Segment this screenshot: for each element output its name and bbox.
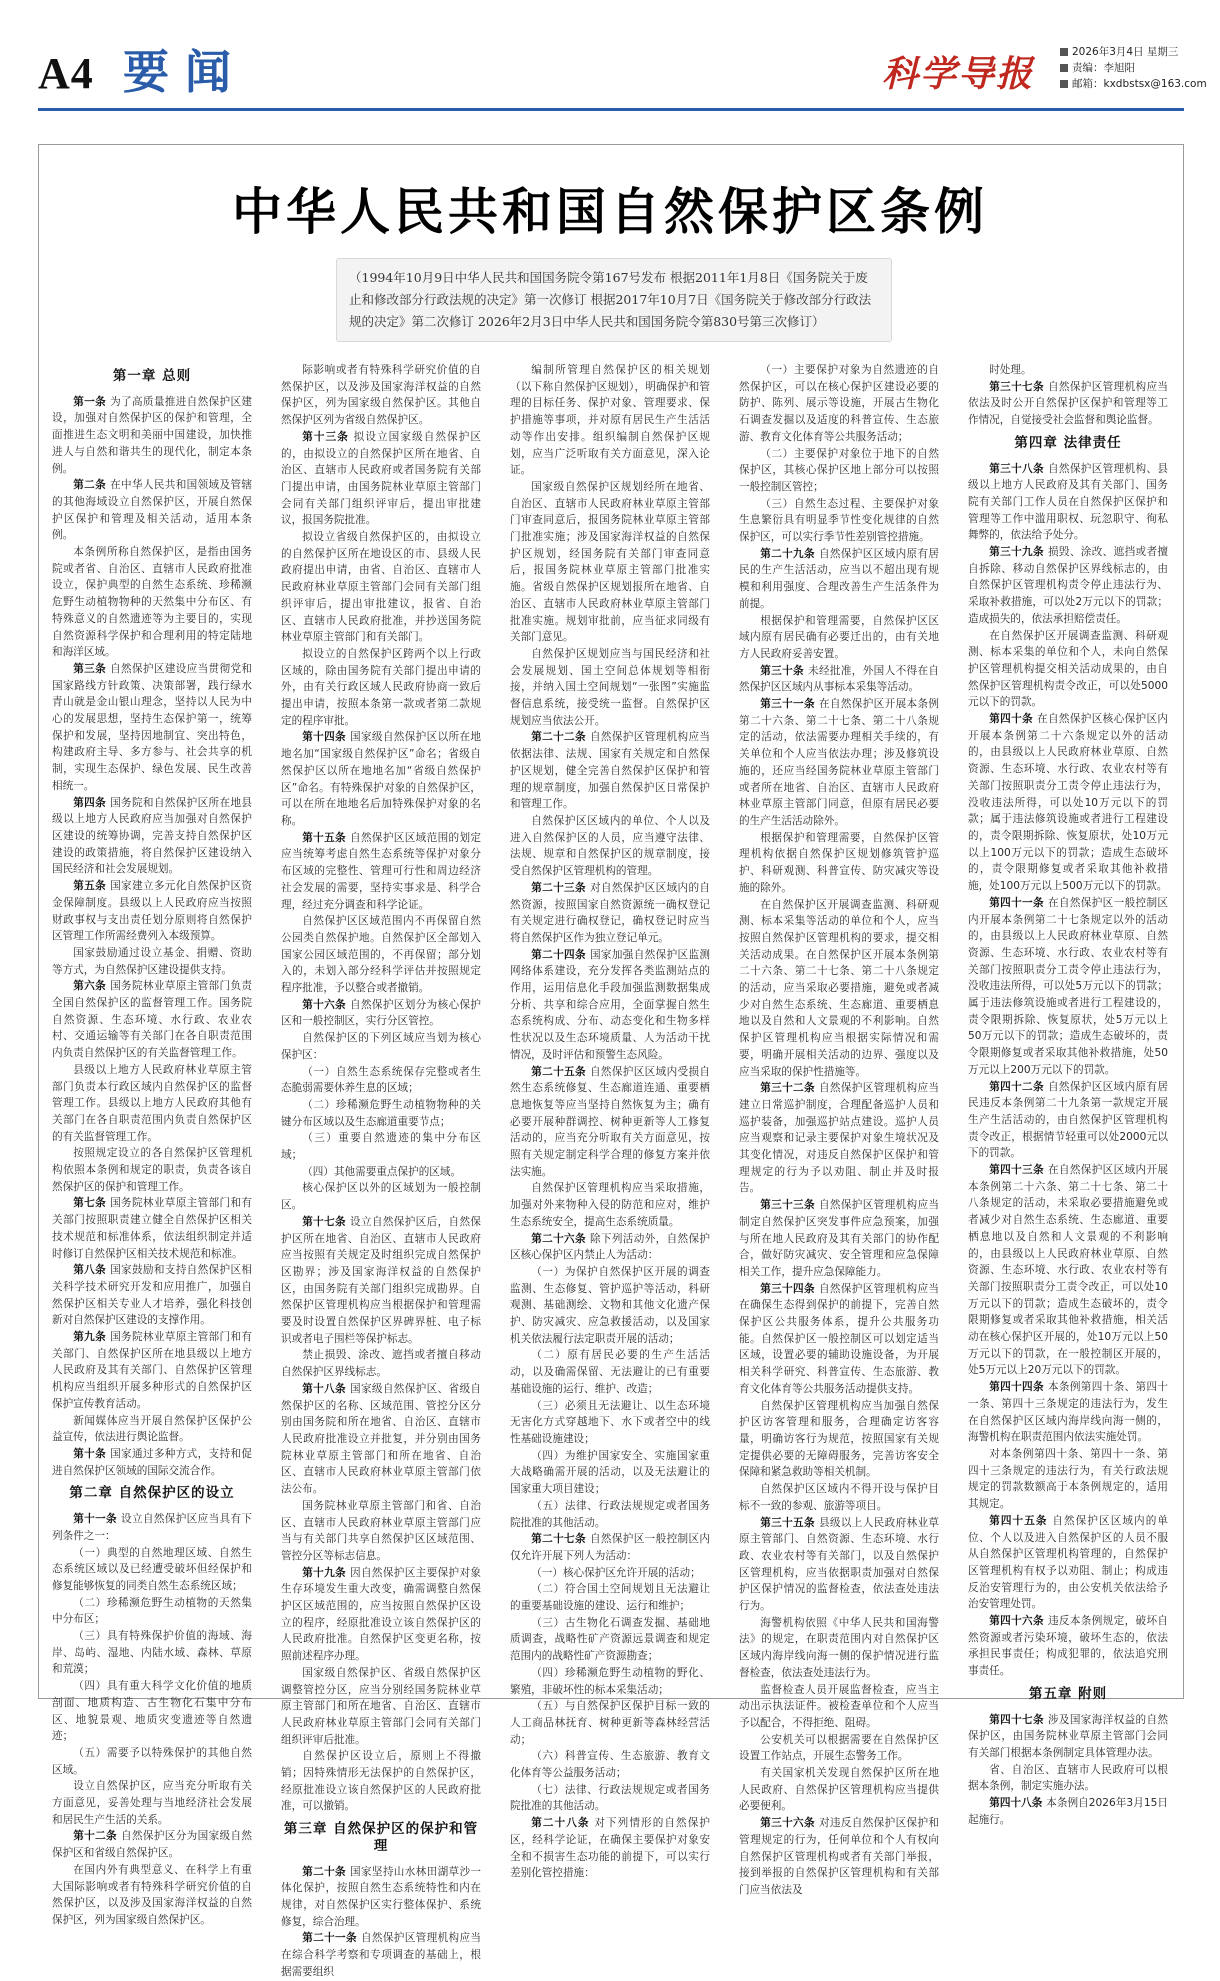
article-number: 第十四条 [302,731,351,744]
article-paragraph [52,878,252,945]
paragraph-text: 国家建立多元化自然保护区资金保障制度。县级以上人民政府应当按照财政事权与支出责任划分原则将自然保护区管理工作所需经费列入本级预算。 [52,880,252,943]
article-number: 第八条 [73,1264,111,1277]
paragraph-text: 为了高质量推进自然保护区建设，加强对自然保护区的保护和管理，全面推进生态文明和美丽中国建设，加快推进人与自然和谐共生的现代化，制定本条例。 [52,395,252,475]
paragraph-text: 自然保护区区域内受损自然生态系统修复、生态廊道连通、重要栖息地恢复等应当坚持自然恢复为主；确有必要开展种群调控、树种更新等人工修复活动的，应当充分听取有关方面意见，按照有关规定制定科学合理的修复方案并依法实施。 [510,1065,710,1178]
article-paragraph [968,1162,1168,1379]
article-paragraph [739,546,939,613]
paragraph-text: （一）为保护自然保护区开展的调查监测、生态修复、管护巡护等活动，科研观测、基础测绘、文物和其他文化遗产保护、防灾减灾、应急救援活动，以及国家机关依法履行法定职责开展的活动； [510,1265,710,1345]
article-paragraph [52,394,252,478]
article-number: 第十八条 [302,1382,351,1395]
article-number: 第三十七条 [989,380,1048,393]
article-number: 第二十八条 [531,1817,595,1830]
paragraph-text: 省、自治区、直辖市人民政府可以根据本条例，制定实施办法。 [968,1763,1168,1793]
paragraph-text: 本条例自2026年3月15日起施行。 [968,1797,1168,1826]
masthead [0,0,1220,120]
article-paragraph [52,1745,252,1778]
paragraph-text: （五）需要予以特殊保护的其他自然区域。 [52,1746,252,1776]
article-paragraph [52,1595,252,1628]
article-paragraph [739,1615,939,1682]
article-paragraph [281,1180,481,1213]
column-5 [968,362,1168,1826]
article-paragraph [281,1164,481,1181]
article-paragraph [52,1678,252,1745]
article-paragraph [510,729,710,813]
article-paragraph [739,362,939,446]
article-paragraph [968,1613,1168,1680]
paragraph-text: 新闻媒体应当开展自然保护区保护公益宣传，依法进行舆论监督。 [52,1414,252,1444]
article-paragraph [739,1398,939,1482]
article-number: 第二十五条 [531,1065,590,1078]
paragraph-text: 县级以上地方人民政府林业草原主管部门负责本行政区域内自然保护区的监督管理工作。县级以上地方人民政府其他有关部门在各自职责范围内负责自然保护区的有关监督管理工作。 [52,1063,252,1143]
article-number: 第二十九条 [760,547,819,560]
article-paragraph [510,1064,710,1181]
paragraph-text: （三）重要自然遗迹的集中分布区域； [281,1132,481,1162]
article-number: 第四十四条 [989,1381,1048,1394]
paragraph-text: 国家通过多种方式，支持和促进自然保护区领域的国际交流合作。 [52,1448,252,1477]
paragraph-text: 在自然保护区开展调查监测、科研观测、标本采集等活动的单位和个人，应当按照自然保护区管理机构的要求，提交相关活动成果。在自然保护区开展本条例第二十六条、第二十七条、第二十八条规定的活动，应当采取必要措施，避免或者减少对自然生态系统、生态廊道、重要栖息地以及自然和人文景观的不利影响。自然保护区管理机构应当根据实际情况和需要，明确开展相关活动的边界、强度以及应当采取的保护性措施等。 [739,898,939,1078]
paragraph-text: 设立自然保护区后，自然保护区所在地省、自治区、直辖市人民政府应当按照有关规定及时组织完成自然保护区勘界；涉及国家海洋权益的自然保护区，由国务院有关部门组织完成勘界。自然保护区管理机构应当根据保护和管理需要及时设置自然保护区界碑界桩、电子标识或者电子围栏等保护标志。 [281,1215,481,1345]
article-paragraph [510,1231,710,1264]
article-paragraph [52,1446,252,1479]
article-number: 第三十八条 [989,462,1048,475]
paragraph-text: 自然保护区管理机构应当采取措施，加强对外来物种入侵的防范和应对，维护生态系统安全，提高生态系统质量。 [510,1182,710,1228]
chapter-heading: 第三章 自然保护区的保护和管理 [283,1821,479,1854]
article-paragraph [281,1130,481,1163]
article-number: 第三十一条 [760,698,819,711]
article-number: 第十条 [73,1448,111,1460]
paragraph-text: （一）核心保护区允许开展的活动； [531,1566,701,1579]
article-paragraph [52,1262,252,1329]
article-paragraph [968,379,1168,429]
article-paragraph [52,1413,252,1446]
page-number: A4 [38,49,94,98]
article-paragraph [739,1765,939,1815]
article-paragraph [510,1565,710,1582]
paragraph-text: 自然保护区一般控制区内仅允许开展下列人为活动： [510,1533,710,1562]
article-paragraph [968,1446,1168,1513]
paragraph-text: 除下列活动外，自然保护区核心保护区内禁止人为活动： [510,1232,710,1262]
article-number: 第五条 [73,880,111,893]
article-paragraph [52,1828,252,1861]
paragraph-text: 海警机构依照《中华人民共和国海警法》的规定，在职责范围内对自然保护区区域内海岸线向海一侧的保护情况进行监督检查，依法查处违法行为。 [739,1616,939,1679]
paragraph-text: 对下列情形的自然保护区，经科学论证，在确保主要保护对象安全和不损害生态功能的前提下，可以实行差别化管控措施： [510,1817,710,1880]
paragraph-text: 国务院和自然保护区所在地县级以上地方人民政府应当加强对自然保护区建设的统筹协调，完善支持自然保护区建设的政策措施，将自然保护区建设纳入国民经济和社会发展规划。 [52,796,252,876]
paragraph-text: 在自然保护区开展调查监测、科研观测、标本采集的单位和个人，未向自然保护区管理机构提交相关活动成果的，由自然保护区管理机构责令改正，可以处5000元以下的罚款。 [968,629,1168,709]
paragraph-text: 自然保护区管理机构应当依法及时公开自然保护区保护和管理等工作情况，自觉接受社会监督和舆论监督。 [968,380,1168,427]
article-number: 第十五条 [302,831,351,844]
article-body [52,362,1170,1978]
paragraph-text: 县级以上人民政府林业草原主管部门、自然资源、生态环境、水行政、农业农村等有关部门，以及自然保护区管理机构，应当依据职责加强对自然保护区保护情况的监督检查，依法查处违法行为。 [739,1516,939,1613]
paragraph-text: 国家坚持山水林田湖草沙一体化保护，按照自然生态系统特性和内在规律，对自然保护区实行整体保护、系统修复，综合治理。 [281,1865,481,1928]
paragraph-text: 禁止损毁、涂改、遮挡或者擅自移动自然保护区界线标志。 [281,1349,481,1379]
article-paragraph [739,1732,939,1765]
paragraph-text: 拟设立国家级自然保护区的，由拟设立的自然保护区所在地省、自治区、直辖市人民政府或者国务院有关部门提出申请，由国务院林业草原主管部门会同有关部门组织评审后，提出审批建议，报国务院批准。 [281,430,481,527]
article-number: 第四十七条 [989,1713,1048,1726]
paragraph-text: 对违反自然保护区保护和管理规定的行为，任何单位和个人有权向自然保护区管理机构或者有关部门举报，接到举报的自然保护区管理机构和有关部门应当依法及 [739,1817,939,1896]
article-number: 第三十九条 [989,546,1048,559]
article-number: 第四十一条 [989,896,1048,909]
paragraph-text: 自然保护区规划应当与国民经济和社会发展规划、国土空间总体规划等相衔接，并纳入国土空间规划“一张图”实施监督信息系统，接受统一监督。自然保护区规划应当依法公开。 [510,647,710,727]
article-paragraph [968,895,1168,1079]
article-paragraph [968,544,1168,628]
email: 邮箱：kxdbstsx@163.com [1060,76,1207,92]
article-paragraph [739,496,939,546]
column-2 [281,362,481,1978]
paragraph-text: 涉及国家海洋权益的自然保护区，由国务院林业草原主管部门会同有关部门根据本条例制定具体管理办法。 [968,1713,1168,1759]
article-number: 第二十七条 [531,1533,590,1546]
section-char-1: 要 [123,45,169,99]
paragraph-text: 拟设立省级自然保护区的，由拟设立的自然保护区所在地设区的市、县级人民政府提出申请，由省、自治区、直辖市人民政府林业草原主管部门会同有关部门组织评审后，提出审批建议，报省、自治区、直辖市人民政府批准，并抄送国务院林业草原主管部门和有关部门。 [281,531,481,644]
section-name [118,44,238,100]
article-paragraph [510,1347,710,1397]
paragraph-text: 国家鼓励和支持自然保护区相关科学技术研究开发和应用推广，加强自然保护区相关专业人才培养，强化科技创新对自然保护区建设的支撑作用。 [52,1264,252,1327]
article-paragraph [968,461,1168,545]
article-paragraph [281,1665,481,1749]
article-paragraph [739,1515,939,1615]
article-paragraph [510,1581,710,1614]
paragraph-text: （三）古生物化石调查发掘、基础地质调查，战略性矿产资源远景调查和规定范围内的战略性矿产资源勘查； [510,1616,710,1663]
paragraph-text: 时处理。 [989,364,1032,376]
paragraph-text: 国家级自然保护区、省级自然保护区调整管控分区，应当分别经国务院林业草原主管部门和所在地省、自治区、直辖市人民政府林业草原主管部门会同有关部门组织评审后批准。 [281,1666,481,1746]
article-paragraph [510,362,710,479]
article-number: 第三十三条 [760,1199,819,1212]
paragraph-text: 国务院林业草原主管部门和有关部门按照职责建立健全自然保护区相关技术规范和标准体系，依法组织制定并适时修订自然保护区相关技术规范和标准。 [52,1197,252,1260]
paragraph-text: 根据保护和管理需要，自然保护区管理机构依据自然保护区规划修筑管护巡护、科研观测、科普宣传、防灾减灾等设施的除外。 [739,831,939,894]
article-paragraph [510,1180,710,1230]
article-number: 第一条 [73,395,111,408]
paragraph-text: （二）主要保护对象位于地下的自然保护区，其核心保护区地上部分可以按照一般控制区管控； [739,447,939,493]
paragraph-text: （二）珍稀濒危野生动植物的天然集中分布区； [52,1596,252,1626]
paragraph-text: 自然保护区管理机构应当在综合科学考察和专项调查的基础上，根据需要组织 [281,1932,481,1978]
paragraph-text: 自然保护区管理机构、县级以上地方人民政府及其有关部门、国务院有关部门工作人员在自然保护区保护和管理等工作中滥用职权、玩忽职守、徇私舞弊的，依法给予处分。 [968,462,1168,542]
article-paragraph [52,978,252,1062]
article-paragraph [281,429,481,529]
article-number: 第四十条 [989,713,1038,726]
article-paragraph [510,1782,710,1815]
paragraph-text: （四）珍稀濒危野生动植物的野化、繁殖，非破坏性的标本采集活动； [510,1666,710,1696]
article-paragraph [739,663,939,696]
article-paragraph [968,362,1168,379]
paragraph-text: 设立自然保护区，应当充分听取有关方面意见，妥善处理与当地经济社会发展和居民生产生活的关系。 [52,1780,252,1826]
article-paragraph [281,1030,481,1063]
chapter-heading: 第二章 自然保护区的设立 [69,1485,235,1502]
article-paragraph [281,529,481,646]
paragraph-text: 国务院林业草原主管部门负责全国自然保护区的监督管理工作。国务院自然资源、生态环境、水行政、农业农村、交通运输等有关部门在各自职责范围内负责自然保护区的有关监督管理工作。 [52,980,252,1060]
paragraph-text: 自然保护区建设应当贯彻党和国家路线方针政策、决策部署，践行绿水青山就是金山银山理念，坚持以人民为中心的发展思想，坚持生态保护第一，统筹保护和发展，坚持因地制宜、突出特色，构建政府主导、多方参与、社会共享的机制，实现生态保护、绿色发展、民生改善相统一。 [52,662,252,792]
article-number: 第三十条 [760,664,809,677]
article-number: 第四十三条 [989,1164,1048,1177]
article-paragraph [281,997,481,1030]
newspaper-logo: 科学导报 [882,53,1035,95]
article-number: 第二十一条 [302,1932,361,1945]
article-paragraph [739,1281,939,1398]
paragraph-text: 自然保护区管理机构应当依据法律、法规、国家有关规定和自然保护区规划，健全完善自然保护区保护和管理的规章制度，加强自然保护区日常保护和管理工作。 [510,731,710,811]
article-number: 第三十四条 [760,1282,819,1295]
article-paragraph [968,1513,1168,1613]
paragraph-text: 监督检查人员开展监督检查，应当主动出示执法证件。被检查单位和个人应当予以配合，不得拒绝、阻碍。 [739,1683,939,1729]
article-paragraph [52,1545,252,1595]
paragraph-text: 对本条例第四十条、第四十一条、第四十三条规定的违法行为，有关行政法规规定的罚款数额高于本条例规定的，适用其规定。 [968,1448,1168,1511]
paragraph-text: （五）法律、行政法规规定或者国务院批准的其他活动。 [510,1499,710,1529]
article-number: 第四条 [73,796,111,809]
paragraph-text: 因自然保护区主要保护对象生存环境发生重大改变，确需调整自然保护区区域范围的，应当按照自然保护区设立的程序，经原批准设立该自然保护区的人民政府批准。自然保护区变更名称，按照前述程序办理。 [281,1566,481,1663]
article-paragraph [510,1698,710,1748]
paragraph-text: 国务院林业草原主管部门和省、自治区、直辖市人民政府林业草原主管部门应当与有关部门共享自然保护区区域范围、管控分区等标志信息。 [281,1499,481,1562]
paragraph-text: 国家加强自然保护区监测网络体系建设，充分发挥各类监测站点的作用，运用信息化手段加强监测数据集成分析、共享和综合应用，全面掌握自然生态系统构成、分布、动态变化和生物多样性状况以及生态环境质量、人为活动干扰情况，及时评估和预警生态风险。 [510,948,710,1061]
article-paragraph [281,362,481,429]
paragraph-text: （四）为维护国家安全、实施国家重大战略确需开展的活动，以及无法避让的国家重大项目建设； [510,1449,710,1496]
paragraph-text: 对自然保护区区域内的自然资源，按照国家自然资源统一确权登记有关规定进行确权登记，确权登记时应当将自然保护区作为独立登记单元。 [510,881,710,944]
paragraph-text: 在自然保护区开展本条例第二十六条、第二十七条、第二十八条规定的活动，依法需要办理相关手续的，有关单位和个人应当依法办理；涉及修筑设施的，还应当经国务院林业草原主管部门或者所在地省、自治区、直辖市人民政府林业草原主管部门同意，但原有居民必要的生产生活活动除外。 [739,698,939,827]
article-paragraph [281,913,481,997]
article-paragraph [739,613,939,663]
article-paragraph [52,795,252,879]
paragraph-text: 自然保护区区域范围的划定应当统筹考虑自然生态系统等保护对象分布区域的完整性、管理可行性和周边经济社会发展的需要，坚持实事求是、科学合理，经过充分调查和科学论证。 [281,831,481,911]
paragraph-text: 自然保护区区域内的单位、个人以及进入自然保护区的人员不服从自然保护区管理机构管理的，自然保护区管理机构有权予以劝阻、制止；构成违反治安管理行为的，由公安机关依法给予治安管理处罚。 [968,1514,1168,1611]
paragraph-text: 有关国家机关发现自然保护区所在地人民政府、自然保护区管理机构应当提供必要便利。 [739,1767,939,1813]
article-number: 第四十二条 [989,1080,1048,1093]
paragraph-text: 际影响或者有特殊科学研究价值的自然保护区，以及涉及国家海洋权益的自然保护区，列为国家级自然保护区。其他自然保护区列为省级自然保护区。 [281,364,481,427]
paragraph-text: 在自然保护区一般控制区内开展本条例第二十七条规定以外的活动的，由县级以上人民政府林业草原、自然资源、生态环境、水行政、农业农村等有关部门按照职责分工责令停止违法行为，没收违法所得，可以处5万元以下的罚款；属于违法修筑设施或者进行工程建设的，责令限期拆除、恢复原状，处5万元以上50万元以下的罚款；造成生态破坏的，责令限期修复或者采取其他补救措施，处50万元以上200万元以下的罚款。 [968,896,1168,1076]
issue-date: 2026年3月4日 星期三 [1060,44,1207,60]
paragraph-text: 在自然保护区核心保护区内开展本条例第二十六条规定以外的活动的，由县级以上人民政府林业草原、自然资源、生态环境、水行政、农业农村等有关部门按照职责分工责令停止违法行为，没收违法所得，可以处10万元以下的罚款；属于违法修筑设施或者进行工程建设的，责令限期拆除、恢复原状，处10万元以上100万元以下的罚款；造成生态破坏的，责令限期修复或者采取其他补救措施，处100万元以上500万元以下的罚款。 [968,713,1168,893]
article-paragraph [281,1214,481,1348]
paragraph-text: 自然保护区区域内原有居民的生产生活活动，应当以不超出现有规模和利用强度、合理改善生产生活条件为前提。 [739,547,939,610]
article-paragraph [52,1511,252,1544]
paragraph-text: （一）典型的自然地理区域、自然生态系统区域以及已经遭受破坏但经保护和修复能够恢复的同类自然生态系统区域； [52,1546,252,1592]
paragraph-text: 核心保护区以外的区域划为一般控制区。 [281,1182,481,1212]
article-number: 第十九条 [302,1566,351,1579]
header-rule [38,108,1184,111]
paragraph-text: 按照规定设立的各自然保护区管理机构依照本条例和规定的职责，负责各该自然保护区的保护和管理工作。 [52,1147,252,1193]
paragraph-text: （七）法律、行政法规规定或者国务院批准的其他活动。 [510,1783,710,1813]
article-number: 第二十六条 [531,1232,590,1245]
paragraph-text: （二）原有居民必要的生产生活活动，以及确需保留、无法避让的已有重要基础设施的运行、维护、改造； [510,1349,710,1395]
article-paragraph [52,544,252,661]
article-paragraph [739,1682,939,1732]
paragraph-text: 自然保护区区域内原有居民违反本条例第二十九条第一款规定开展生产生活活动的，由自然保护区管理机构责令改正，根据情节轻重可以处2000元以下的罚款。 [968,1080,1168,1160]
paragraph-text: 编制所管理自然保护区的相关规划（以下称自然保护区规划），明确保护和管理的目标任务、保护对象、管理要求、保护措施等事项，并对原有居民生产生活活动等作出安排。组织编制自然保护区规划，应当广泛听取有关方面意见，深入论证。 [510,364,710,477]
paragraph-text: 国家级自然保护区、省级自然保护区的名称、区域范围、管控分区分别由国务院和所在地省、自治区、直辖市人民政府批准设立并批复，并分别由国务院林业草原主管部门和所在地省、自治区、直辖市人民政府林业草原主管部门依法公布。 [281,1382,481,1496]
paragraph-text: 未经批准，外国人不得在自然保护区区域内从事标本采集等活动。 [739,664,939,694]
article-number: 第四十五条 [989,1514,1053,1527]
paragraph-text: 国家鼓励通过设立基金、捐赠、资助等方式，为自然保护区建设提供支持。 [52,946,252,976]
paragraph-text: （三）具有特殊保护价值的海域、海岸、岛屿、湿地、内陆水域、森林、草原和荒漠； [52,1630,252,1676]
article-number: 第四十八条 [989,1797,1047,1810]
article-paragraph [968,1379,1168,1446]
paragraph-text: 在自然保护区区域内开展本条例第二十六条、第二十七条、第二十八条规定的活动，未采取必要措施避免或者减少对自然生态系统、生态廊道、重要栖息地以及自然和人文景观的不利影响的，由县级以上人民政府林业草原、自然资源、生态环境、水行政、农业农村等有关部门按照职责分工责令改正，可以处10万元以下的罚款；造成生态破坏的，责令限期修复或者采取其他补救措施，相关活动在核心保护区开展的，处10万元以上50万元以下的罚款，在一般控制区开展的，处5万元以上20万元以下的罚款。 [968,1164,1168,1377]
article-number: 第十六条 [302,998,351,1011]
article-paragraph [52,1062,252,1146]
article-paragraph [510,947,710,1064]
article-paragraph [281,729,481,829]
article-paragraph [52,1778,252,1828]
paragraph-text: 在国内外有典型意义、在科学上有重大国际影响或者有特殊科学研究价值的自然保护区，以及涉及国家海洋权益的自然保护区，列为国家级自然保护区。 [52,1863,252,1926]
chapter-heading: 第五章 附则 [1028,1685,1108,1702]
paragraph-text: 违反本条例规定，破坏自然资源或者污染环境，破坏生态的，依法承担民事责任；构成犯罪的，依法追究刑事责任。 [968,1615,1168,1678]
article-number: 第三条 [73,662,111,675]
column-4 [739,362,939,1896]
paragraph-text: （三）自然生态过程、主要保护对象生息繁衍具有明显季节性变化规律的自然保护区，可以实行季节性差别管控措施。 [739,497,939,544]
paragraph-text: 国家级自然保护区规划经所在地省、自治区、直辖市人民政府林业草原主管部门审查同意后，报国务院林业草原主管部门批准实施；涉及国家海洋权益的自然保护区规划，经国务院有关部门审查同意后，报国务院林业草原主管部门批准实施。省级自然保护区规划报所在地省、自治区、直辖市人民政府林业草原主管部门批准实施。规划审批前，应当征求同级有关部门意见。 [510,480,710,644]
article-paragraph [281,1930,481,1980]
article-paragraph [281,1748,481,1815]
article-paragraph [739,1815,939,1899]
editor: 责编：李旭阳 [1060,60,1207,76]
article-paragraph [281,1864,481,1931]
article-paragraph [52,661,252,795]
paragraph-text: 自然保护区分为国家级自然保护区和省级自然保护区。 [52,1830,252,1860]
article-number: 第十二条 [73,1830,122,1843]
column-1 [52,362,252,1926]
article-subtitle: （1994年10月9日中华人民共和国国务院令第167号发布 根据2011年1月8日《国务院关于废止和修改部分行政法规的决定》第一次修订 根据2017年10月7日《国务院关于修改部分行政法规的决定》第二次修订 2026年2月3日中华人民共和国国务院令第830号第三次修订） [336,258,892,342]
paragraph-text: 公安机关可以根据需要在自然保护区设置工作站点，开展生态警务工作。 [739,1733,939,1763]
paragraph-text: 本条例第四十条、第四十一条、第四十三条规定的违法行为，发生在自然保护区区域内海岸线向海一侧的，海警机构在职责范围内依法实施处罚。 [968,1381,1168,1444]
article-paragraph [281,1097,481,1130]
paragraph-text: 国务院林业草原主管部门和有关部门、自然保护区所在地县级以上地方人民政府及其有关部门、自然保护区管理机构应当组织开展多种形式的自然保护区保护宣传教育活动。 [52,1331,252,1410]
section-char-2: 闻 [185,45,231,99]
issue-meta [1060,44,1207,92]
article-number: 第二条 [73,479,111,492]
article-paragraph [52,1862,252,1929]
paragraph-text: 本条例所称自然保护区，是指由国务院或者省、自治区、直辖市人民政府批准设立，保护典型的自然生态系统、珍稀濒危野生动植物物种的天然集中分布区、有特殊意义的自然遗迹等为主要目的，实现自然资源科学保护和合理利用的特定陆地和海洋区域。 [52,546,252,659]
article-paragraph [510,1815,710,1882]
article-paragraph [968,1762,1168,1795]
article-number: 第十七条 [302,1215,351,1228]
chapter-heading: 第四章 法律责任 [1014,434,1122,451]
article-number: 第四十六条 [989,1615,1048,1628]
article-number: 第二十二条 [531,731,590,744]
paragraph-text: （二）符合国土空间规划且无法避让的重要基础设施的建设、运行和维护； [510,1583,710,1613]
article-paragraph [968,1712,1168,1762]
article-paragraph [281,1498,481,1565]
article-paragraph [968,628,1168,712]
article-paragraph [968,1079,1168,1163]
article-paragraph [281,830,481,914]
column-3 [510,362,710,1880]
article-paragraph [52,1195,252,1262]
paragraph-text: 损毁、涂改、遮挡或者擅自拆除、移动自然保护区界线标志的，由自然保护区管理机构责令停止违法行为、采取补救措施，可以处2万元以下的罚款；造成损失的，依法承担赔偿责任。 [968,546,1168,625]
article-number: 第二十三条 [531,881,590,894]
article-paragraph [739,1080,939,1197]
paragraph-text: 自然保护区划分为核心保护区和一般控制区，实行分区管控。 [281,998,481,1028]
article-paragraph [510,1531,710,1564]
paragraph-text: （六）科普宣传、生态旅游、教育文化体育等公益服务活动； [510,1750,710,1780]
article-paragraph [510,813,710,880]
paragraph-text: 国家级自然保护区以所在地地名加“国家级自然保护区”命名；省级自然保护区以所在地地名加“省级自然保护区”命名。有特殊保护对象的自然保护区，可以在所在地地名后加特殊保护对象的名称。 [281,731,481,827]
article-number: 第二十条 [302,1865,351,1878]
paragraph-text: 自然保护区的下列区域应当划为核心保护区： [281,1032,481,1061]
article-paragraph [52,945,252,978]
paragraph-text: 自然保护区管理机构应当建立日常巡护制度，合理配备巡护人员和巡护装备，加强巡护站点建设。巡护人员应当观察和记录主要保护对象生境状况及其变化情况，对违反自然保护区保护和管理规定的行为予以劝阻、制止并及时报告。 [739,1082,939,1195]
article-paragraph [281,1381,481,1498]
article-number: 第三十六条 [760,1817,819,1830]
article-paragraph [510,1615,710,1665]
article-title: 中华人民共和国自然保护区条例 [232,183,988,241]
paragraph-text: （四）具有重大科学文化价值的地质剖面、地质构造、古生物化石集中分布区、地貌景观、地质灾变遗迹等自然遗迹； [52,1680,252,1743]
article-paragraph [510,1665,710,1698]
article-number: 第十一条 [73,1513,122,1526]
article-paragraph [739,1197,939,1281]
article-number: 第九条 [73,1331,111,1344]
article-paragraph [52,1329,252,1413]
article-number: 第三十二条 [760,1082,819,1095]
paragraph-text: 自然保护区管理机构应当在确保生态得到保护的前提下，完善自然保护区公共服务体系，提升公共服务功能。自然保护区一般控制区可以划定适当区域，设置必要的辅助设施设备，为开展相关科学研究、科普宣传、生态旅游、教育文化体育等公共服务活动提供支持。 [739,1282,939,1395]
paragraph-text: 自然保护区区域内的单位、个人以及进入自然保护区的人员，应当遵守法律、法规、规章和自然保护区的规章制度，接受自然保护区管理机构的管理。 [510,814,710,878]
chapter-heading: 第一章 总则 [112,368,192,384]
paragraph-text: 在中华人民共和国领域及管辖的其他海域设立自然保护区，开展自然保护区保护和管理及相关活动，适用本条例。 [52,479,252,542]
paragraph-text: 自然保护区区域范围内不再保留自然公园类自然保护地。自然保护区全部划入国家公园区域范围的，不再保留；部分划入的，未划入部分经科学评估并按照规定程序批准，予以整合或者撤销。 [281,915,481,995]
paragraph-text: （五）与自然保护区保护目标一致的人工商品林抚育、树种更新等森林经营活动； [510,1700,710,1746]
paragraph-text: 设立自然保护区应当具有下列条件之一： [52,1513,252,1542]
article-paragraph [510,1264,710,1348]
paragraph-text: 拟设立的自然保护区跨两个以上行政区域的，除由国务院有关部门提出申请的外，由有关行政区域人民政府协商一致后提出申请，按照本条第一款或者第二款规定的程序审批。 [281,647,481,727]
article-paragraph [52,1628,252,1678]
paragraph-text: （一）主要保护对象为自然遗迹的自然保护区，可以在核心保护区建设必要的防护、陈列、展示等设施，开展古生物化石调查发掘以及适度的科普宣传、生态旅游、教育文化体育等公共服务活动； [739,364,939,443]
article-paragraph [510,646,710,730]
article-paragraph [281,646,481,730]
paragraph-text: 自然保护区区域内不得开设与保护目标不一致的参观、旅游等项目。 [739,1483,939,1512]
paragraph-text: 自然保护区管理机构应当加强自然保护区访客管理和服务，合理确定访客容量，明确访客行为规范，按照国家有关规定提供必要的无障碍服务，完善访客安全保障和紧急救助等相关机制。 [739,1399,939,1479]
article-paragraph [739,446,939,496]
article-number: 第二十四条 [531,948,590,961]
article-paragraph [52,477,252,544]
article-paragraph [281,1565,481,1665]
article-paragraph [739,830,939,897]
paragraph-text: （三）必须且无法避让、以生态环境无害化方式穿越地下、水下或者空中的线性基础设施建设； [510,1399,710,1445]
article-number: 第七条 [73,1197,111,1210]
paragraph-text: 自然保护区管理机构应当制定自然保护区突发事件应急预案，加强与所在地人民政府及其有关部门的协作配合，做好防灾减灾、安全管理和应急保障相关工作，提升应急保障能力。 [739,1199,939,1278]
article-paragraph [510,1748,710,1781]
paragraph-text: 根据保护和管理需要，自然保护区区域内原有居民确有必要迁出的，由有关地方人民政府妥善安置。 [739,614,939,660]
article-paragraph [968,711,1168,895]
article-paragraph [52,1145,252,1195]
article-paragraph [968,1795,1168,1828]
article-paragraph [510,880,710,947]
article-paragraph [739,1481,939,1514]
article-paragraph [510,1448,710,1498]
article-number: 第十三条 [302,430,354,443]
paragraph-text: （四）其他需要重点保护的区域。 [302,1165,462,1178]
paragraph-text: 自然保护区设立后，原则上不得撤销；因特殊情形无法保护的自然保护区，经原批准设立该自然保护区的人民政府批准，可以撤销。 [281,1750,481,1813]
article-number: 第六条 [73,980,111,993]
article-paragraph [281,1064,481,1097]
article-paragraph [510,479,710,646]
article-paragraph [281,1347,481,1380]
paragraph-text: （一）自然生态系统保存完整或者生态脆弱需要休养生息的区域； [281,1065,481,1095]
article-paragraph [739,696,939,830]
article-paragraph [510,1398,710,1448]
article-number: 第三十五条 [760,1516,819,1529]
article-paragraph [739,897,939,1081]
article-paragraph [510,1498,710,1531]
paragraph-text: （二）珍稀濒危野生动植物物种的关键分布区域以及生态廊道重要节点； [281,1098,481,1128]
